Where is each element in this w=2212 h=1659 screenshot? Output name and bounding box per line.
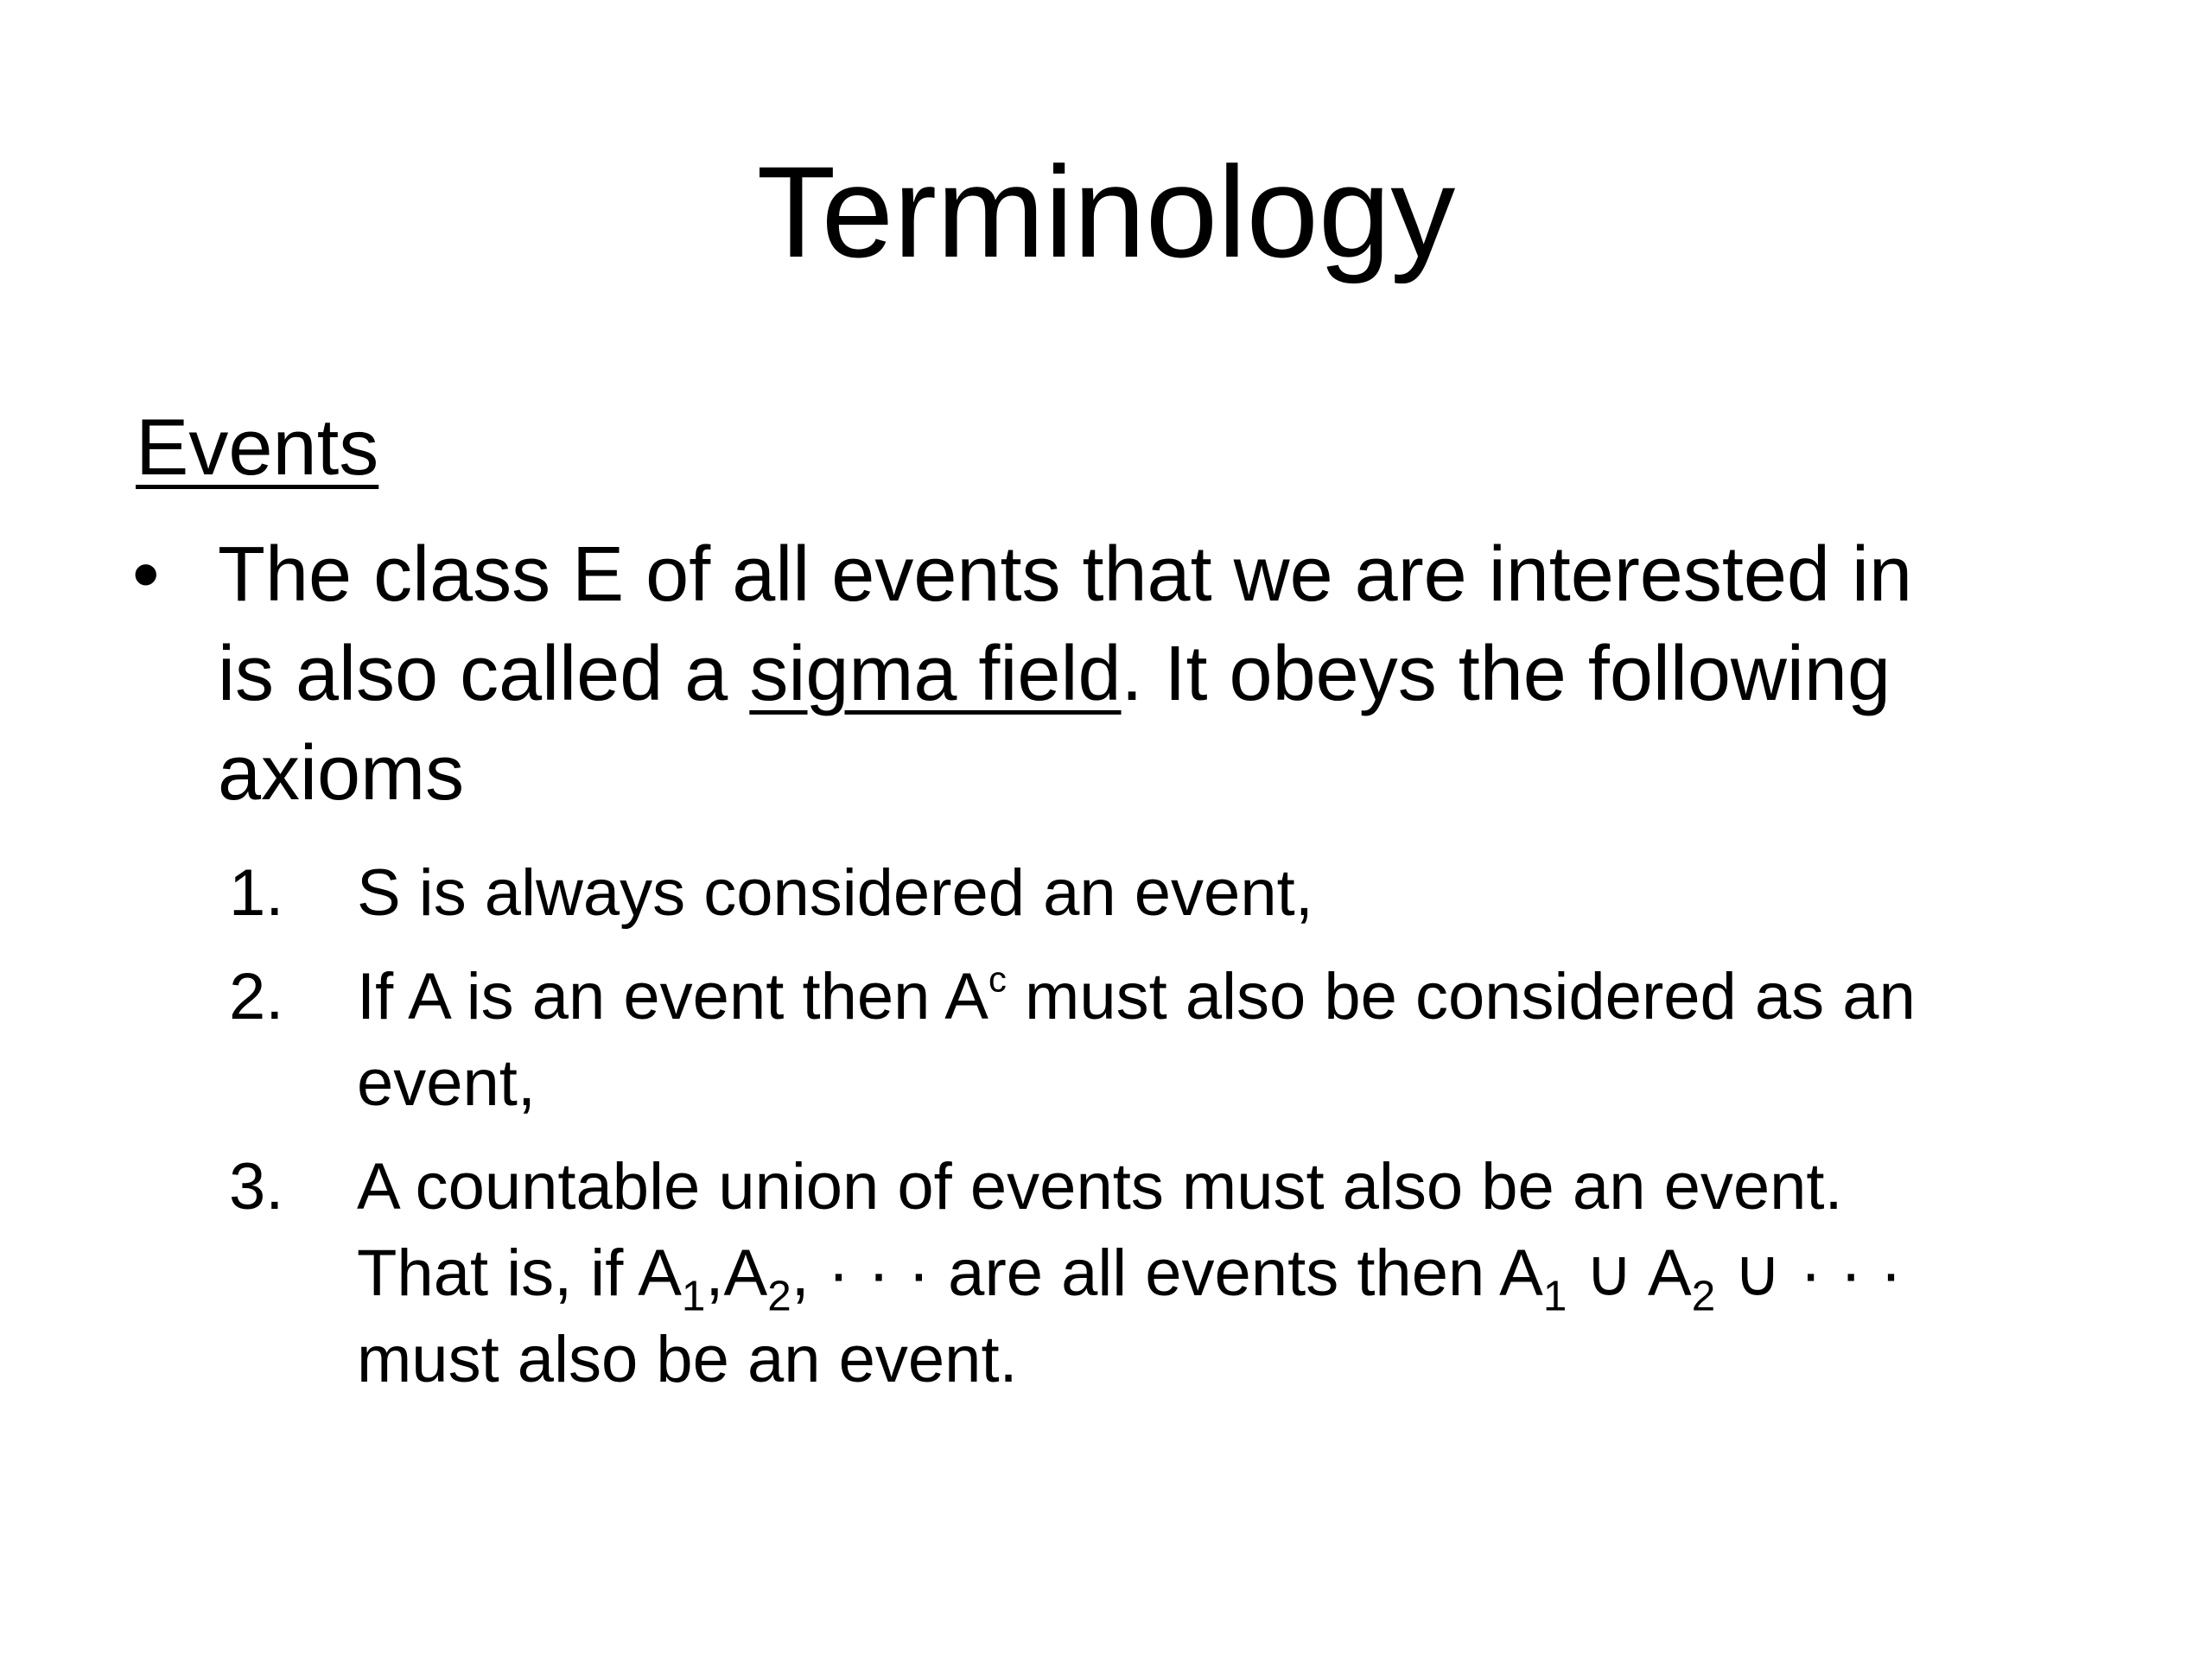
item-text: ∪ · · ·	[1715, 1236, 1903, 1310]
section-heading-events: Events	[136, 404, 379, 492]
subscript: 1	[1542, 1272, 1567, 1320]
item-number-2: 2.	[229, 960, 284, 1033]
item-number-3: 3.	[229, 1150, 284, 1224]
item-text: ∪ A	[1567, 1236, 1692, 1310]
subscript: 2	[767, 1272, 791, 1320]
item-3-line-3: must also be an event.	[357, 1323, 1018, 1396]
subscript: 2	[1691, 1272, 1716, 1320]
item-text: If A is an event then A	[357, 960, 988, 1033]
item-text: ,A	[705, 1236, 768, 1310]
bullet-text: The class E of all events that we are interested in	[218, 531, 1913, 618]
bullet-line-2	[218, 625, 1891, 724]
bullet-text: . It obeys the following	[1121, 631, 1891, 717]
item-1-line-1: S is always considered an event,	[357, 856, 1313, 930]
item-3-line-1: A countable union of events must also be an event.	[357, 1150, 1843, 1224]
item-text: , · · · are all events then A	[791, 1236, 1543, 1310]
bullet-line-1	[218, 525, 1912, 625]
item-2-line-2: event,	[357, 1046, 537, 1120]
item-3-line-2	[357, 1230, 1903, 1320]
bullet-text: axioms	[218, 730, 465, 817]
complement-superscript: c	[988, 958, 1007, 1000]
item-2-line-1	[357, 954, 1916, 1040]
sigma-field-term: sigma field	[749, 631, 1122, 717]
bullet-line-3	[218, 724, 464, 823]
slide-title: Terminology	[756, 139, 1456, 284]
item-text: must also be considered as an	[1006, 960, 1916, 1033]
item-number-1: 1.	[229, 856, 284, 930]
item-text: That is, if A	[357, 1236, 682, 1310]
bullet-text: is also called a	[218, 631, 750, 717]
subscript: 1	[681, 1272, 706, 1320]
bullet-marker: •	[132, 531, 160, 618]
